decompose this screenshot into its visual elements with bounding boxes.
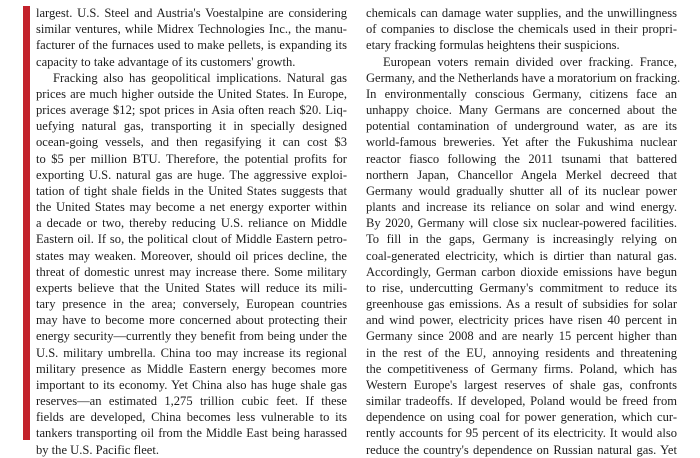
text-line: to rise, undercutting Germany's commitment to reduce its [366,280,677,295]
text-line: tary presence in the area; conversely, European countries [36,297,347,312]
text-line: rently accounts for 95 percent of its electricity. It would also [366,426,677,441]
text-line: experts believe that the United States will reduce its mili- [36,280,347,295]
text-line: U.S. military umbrella. China too may increase its regional [36,345,347,360]
text-line: world-famous breweries. Yet after the Fukushima nuclear [366,135,677,150]
text-line: reduce the country's dependence on Russian natural gas. Yet [366,442,677,457]
text-line: similar tradeoffs. If developed, Poland would be freed from [366,394,677,409]
text-line: etary fracking formulas heightens their suspicions. [366,38,620,53]
text-line: By 2020, Germany will close six nuclear-powered facilities. [366,216,677,231]
text-line: by the U.S. Pacific fleet. [36,442,159,457]
text-line: Eastern oil. If so, the political clout of Middle Eastern petro- [36,232,347,247]
text-line: In environmentally conscious Germany, citizens face an [366,86,677,101]
text-line: fields are developed, China becomes less vulnerable to its [36,410,347,425]
text-line: energy security—currently they benefit from being under the [36,329,347,344]
paragraph-start-line: European voters remain divided over fracking. France, [383,54,677,69]
text-line: important to its economy. Yet China also has huge shale gas [36,377,347,392]
text-line: may have to become more concerned about protecting their [36,313,347,328]
text-line: prices are much higher outside the United States. In Europe, [36,86,347,101]
text-line: a decade or two, thereby reducing U.S. reliance on Middle [36,216,347,231]
text-line: largest. U.S. Steel and Austria's Voestalpine are considering [36,6,347,20]
text-line: Western Europe's largest reserves of shale gas, confronts [366,377,677,392]
text-line: plants and increase its reliance on solar and wind energy. [366,200,677,215]
text-line: in the rest of the EU, annoying residents and threatening [366,345,677,360]
text-line: northern Japan, Chancellor Angela Merkel decreed that [366,167,677,182]
text-line: Germany, and the Netherlands have a moratorium on fracking. [366,70,681,85]
text-line: chemicals can damage water supplies, and the unwillingness [366,6,677,20]
text-line: the competitiveness of Germany firms. Poland, which has [366,361,677,376]
text-line: capacity to take advantage of its customers' growth. [36,54,296,69]
text-line: threat of domestic unrest may increase there. Some military [36,264,347,279]
left-text-column [36,5,347,458]
text-line: of companies to disclose the chemicals used in their propri- [366,22,677,37]
text-line: tation of tight shale fields in the United States suggests that [36,183,347,198]
text-line: similar ventures, while Midrex Technologies Inc., the manu- [36,22,347,37]
text-line: coal-generated electricity, which is dirtier than natural gas. [366,248,677,263]
text-line: to $5 per million BTU. Therefore, the potential profits for [36,151,347,166]
paragraph-start-line: Fracking also has geopolitical implications. Natural gas [53,70,347,85]
red-margin-bar [23,6,30,440]
text-line: Germany would gradually shutter all of its nuclear power [366,183,677,198]
text-line: ocean-going vessels, and then regasifying it can cost $3 [36,135,347,150]
text-line: prices average $12; spot prices in Asia often reach $20. Liq- [36,103,347,118]
text-line: states may weaken. Moreover, should oil prices decline, the [36,248,347,263]
text-line: exporting U.S. natural gas are huge. The aggressive exploi- [36,167,347,182]
text-line: greenhouse gas emissions. As a result of subsidies for solar [366,297,677,312]
text-line: the United States may become a net energy exporter within [36,200,347,215]
text-line: Germany since 2008 and are nearly 15 percent higher than [366,329,677,344]
text-line: reserves—an estimated 1,275 trillion cubic feet. If these [36,394,347,409]
right-text-column [366,5,681,458]
text-line: dependence on using coal for power generation, which cur- [366,410,677,425]
text-line: tankers transporting oil from the Middle East being harassed [36,426,347,441]
text-line: facturer of the furnaces used to make pellets, is expanding its [36,38,347,53]
text-line: military presence as Middle Eastern energy becomes more [36,361,347,376]
text-line: To fill in the gaps, Germany is increasingly relying on [366,232,677,247]
text-line: and wind power, electricity prices have risen 40 percent in [366,313,677,328]
text-line: potential contamination of underground water, as are its [366,119,677,134]
text-line: Accordingly, German carbon dioxide emissions have begun [366,264,677,279]
text-line: uefying natural gas, transporting it in specially designed [36,119,347,134]
text-line: unhappy choice. Many Germans are concerned about the [366,103,677,118]
text-line: reactor fiasco following the 2011 tsunami that battered [366,151,677,166]
